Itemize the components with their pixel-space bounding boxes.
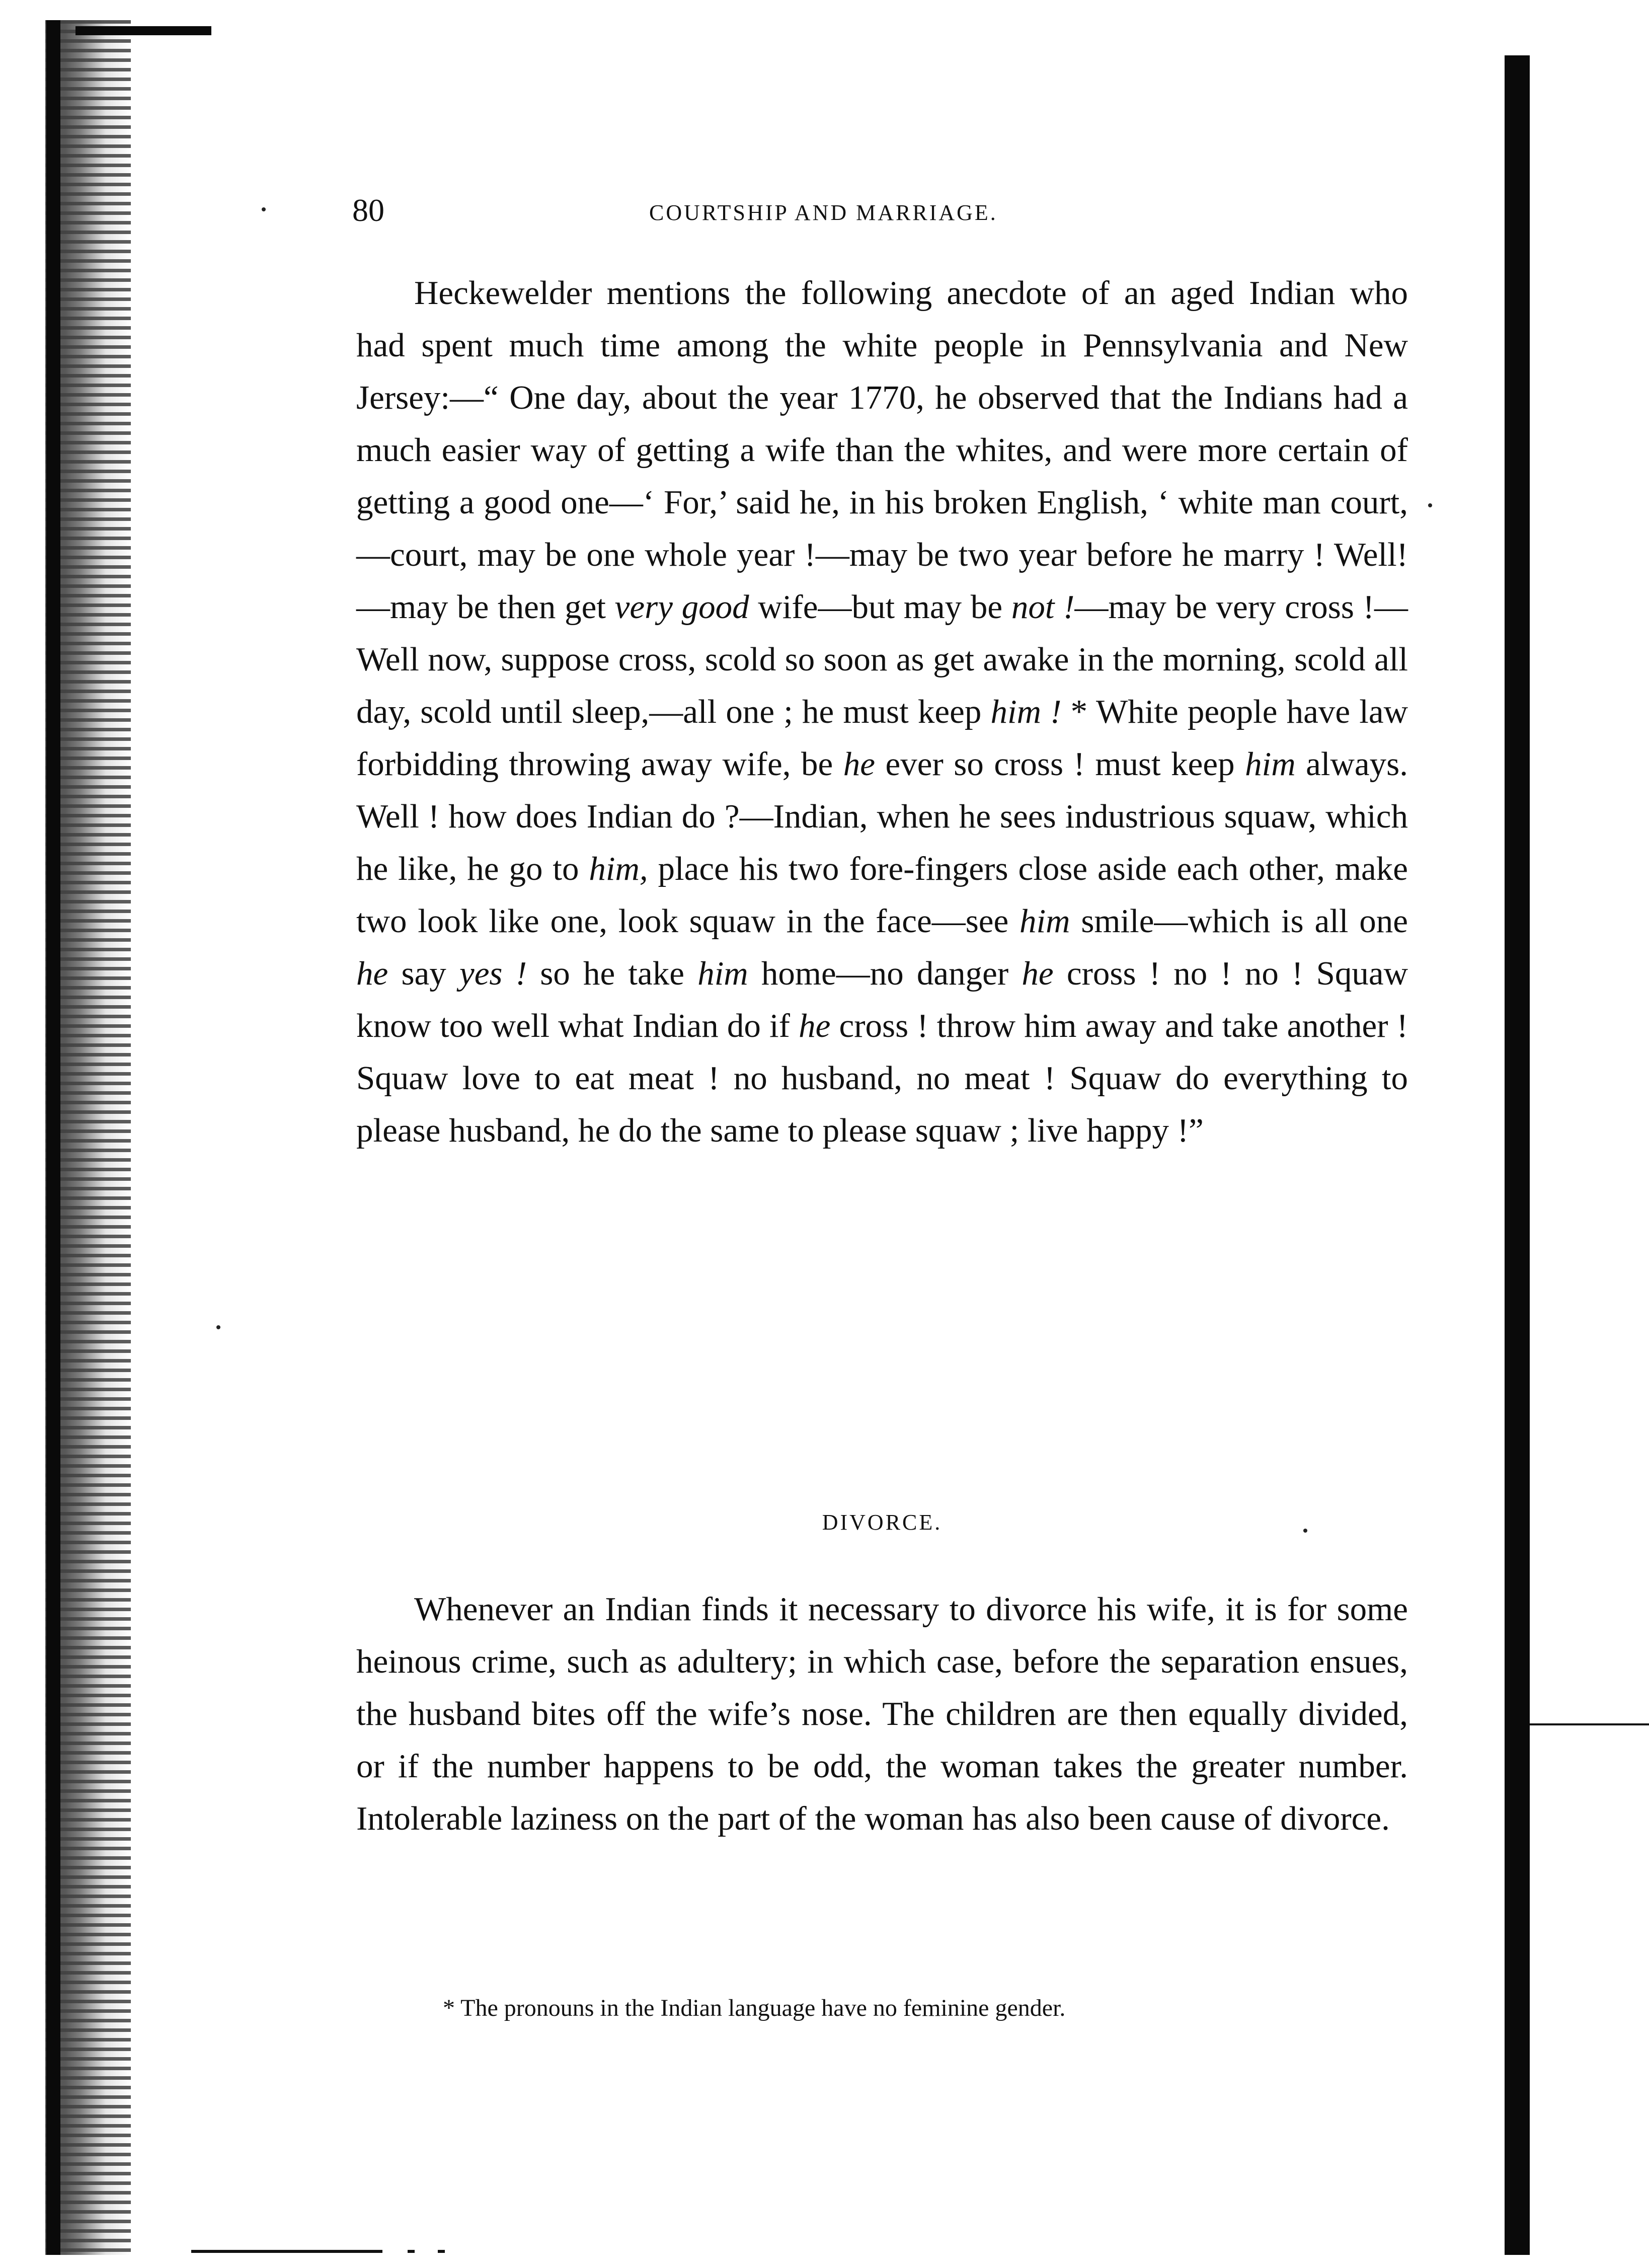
italic-text-run: not ! bbox=[1011, 588, 1075, 626]
italic-text-run: he bbox=[356, 955, 388, 992]
body-text-divorce bbox=[356, 1583, 1408, 1845]
italic-text-run: him bbox=[697, 955, 748, 992]
section-heading: DIVORCE. bbox=[822, 1510, 943, 1535]
right-edge-bar bbox=[1505, 55, 1530, 2255]
footnote: * The pronouns in the Indian language have no feminine gender. bbox=[443, 1995, 1066, 2021]
margin-speck bbox=[262, 207, 266, 211]
italic-text-run: he bbox=[799, 1007, 831, 1044]
paragraph-anecdote bbox=[356, 267, 1408, 1157]
page-number: 80 bbox=[352, 192, 384, 228]
text-run: smile—which is all one bbox=[1070, 902, 1408, 940]
text-run: so he take bbox=[527, 955, 698, 992]
margin-speck bbox=[1428, 503, 1432, 507]
bottom-edge-mark bbox=[191, 2250, 382, 2253]
italic-text-run: him, bbox=[589, 850, 648, 887]
italic-text-run: he bbox=[1022, 955, 1054, 992]
margin-speck bbox=[216, 1325, 220, 1329]
binding-edge bbox=[46, 20, 60, 2255]
text-run: cross ! no ! no ! Squaw know too well what Indian do if bbox=[356, 955, 1408, 1044]
text-run: * White people have law forbidding throwing away wife, be bbox=[356, 693, 1408, 783]
right-edge-tick bbox=[1530, 1723, 1649, 1725]
text-run: ever so cross ! must keep bbox=[875, 745, 1245, 783]
bottom-edge-dot bbox=[408, 2250, 415, 2253]
italic-text-run: him bbox=[1245, 745, 1296, 783]
text-run: Heckewelder mentions the following anecdote of an aged Indian who had spent much time among the white people in Pennsylvania and New Jersey:—“ One day, about the year 1770, he observed that the Indians had a much easier way of getting a wife than the whites, and were more certain of getting a good one—‘ For,’ said he, in his broken English, ‘ white man court,—court, may be one whole year !—may be two year before he marry ! Well!—may be then get bbox=[356, 274, 1408, 626]
bottom-edge-dot bbox=[438, 2250, 445, 2253]
binding-top-mark bbox=[75, 26, 211, 35]
text-run: always. Well ! how does Indian do ?—Indian, when he sees industrious squaw, which he like, he go to bbox=[356, 745, 1408, 887]
text-run: home—no danger bbox=[748, 955, 1022, 992]
italic-text-run: yes ! bbox=[459, 955, 527, 992]
body-text bbox=[356, 267, 1408, 1157]
running-head bbox=[352, 190, 1409, 231]
italic-text-run: him bbox=[1019, 902, 1070, 940]
text-run: say bbox=[388, 955, 459, 992]
text-run: —may be very cross !—Well now, suppose cross, scold so soon as get awake in the morning, scold all day, scold until sleep,—all one ; he must keep bbox=[356, 588, 1408, 730]
italic-text-run: very good bbox=[614, 588, 749, 626]
paragraph-divorce: Whenever an Indian finds it necessary to divorce his wife, it is for some heinous crime, such as adultery; in which case, before the separation ensues, the husband bites off the wife’s nose. The children are then equally divided, or if the number happens to be odd, the woman takes the greater number. Intolerable laziness on the part of the woman has also been cause of divorce. bbox=[356, 1591, 1408, 1837]
text-run: cross ! throw him away and take another ! Squaw love to eat meat ! no husband, no meat ! Squaw do everything to please husband, he do the same to please squaw ; live happy !” bbox=[356, 1007, 1408, 1149]
running-title: COURTSHIP AND MARRIAGE. bbox=[649, 200, 998, 225]
italic-text-run: he bbox=[843, 745, 875, 783]
text-run: wife—but may be bbox=[749, 588, 1011, 626]
italic-text-run: him ! bbox=[990, 693, 1062, 730]
text-run: place his two fore-fingers close aside each other, make two look like one, look squaw in the face—see bbox=[356, 850, 1408, 940]
